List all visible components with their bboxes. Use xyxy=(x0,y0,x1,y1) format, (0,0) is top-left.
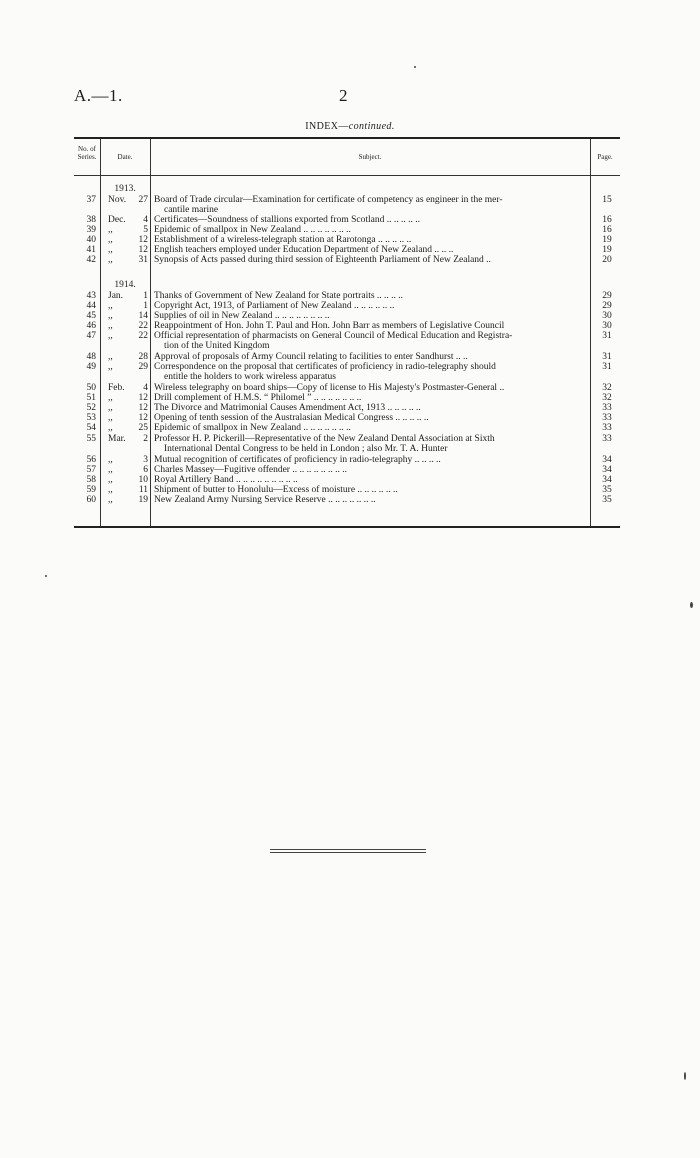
series-number: 45 xyxy=(86,311,96,321)
series-number: 51 xyxy=(86,393,96,403)
column-header-date: Date. xyxy=(117,153,133,161)
series-number: 48 xyxy=(86,352,96,362)
index-title-main: INDEX— xyxy=(305,121,349,132)
date-day: 12 xyxy=(138,393,148,403)
page-ref: 33 xyxy=(602,403,612,413)
subject-continuation: entitle the holders to work wireless apparatus xyxy=(164,372,337,382)
subject-text: Thanks of Government of New Zealand for State portraits .. .. .. .. xyxy=(154,291,404,301)
date-day: 11 xyxy=(138,485,148,495)
date-month: ,, xyxy=(108,235,113,245)
date-day: 28 xyxy=(138,352,148,362)
page-ref: 32 xyxy=(602,383,612,393)
subject-text: Synopsis of Acts passed during third session of Eighteenth Parliament of New Zealand .. xyxy=(154,255,491,265)
date-day: 25 xyxy=(138,423,148,433)
date-day: 19 xyxy=(138,495,148,505)
date-month: ,, xyxy=(108,495,113,505)
subject-text: Board of Trade circular—Examination for certificate of competency as engineer in the mer- xyxy=(154,195,503,205)
series-number: 59 xyxy=(86,485,96,495)
subject-text: The Divorce and Matrimonial Causes Amendment Act, 1913 .. .. .. .. .. xyxy=(154,403,421,413)
date-day: 1 xyxy=(143,301,148,311)
page-ref: 31 xyxy=(602,331,612,341)
date-day: 31 xyxy=(138,255,148,265)
column-header-subject: Subject. xyxy=(358,153,382,161)
date-month: ,, xyxy=(108,321,113,331)
series-code: A.—1. xyxy=(74,86,123,105)
page-ref: 35 xyxy=(602,495,612,505)
date-month: ,, xyxy=(108,465,113,475)
subject-text: Establishment of a wireless-telegraph station at Rarotonga .. .. .. .. .. xyxy=(154,235,412,245)
paper-speck xyxy=(684,1072,686,1080)
page-ref: 33 xyxy=(602,413,612,423)
subject-text: New Zealand Army Nursing Service Reserve .. .. .. .. .. .. .. xyxy=(154,495,376,505)
series-number: 52 xyxy=(86,403,96,413)
series-number: 42 xyxy=(86,255,96,265)
date-day: 12 xyxy=(138,235,148,245)
date-month: Nov. xyxy=(108,195,127,205)
index-title xyxy=(0,121,700,132)
date-day: 3 xyxy=(143,455,148,465)
page-ref: 32 xyxy=(602,393,612,403)
series-number: 47 xyxy=(86,331,96,341)
date-month: ,, xyxy=(108,455,113,465)
date-month: ,, xyxy=(108,423,113,433)
page-ref: 34 xyxy=(602,475,612,485)
date-day: 12 xyxy=(138,245,148,255)
year-label: 1914. xyxy=(114,280,136,290)
paper-speck xyxy=(414,66,416,68)
paper-speck xyxy=(690,602,693,608)
date-day: 4 xyxy=(143,383,148,393)
date-month: Feb. xyxy=(108,383,125,393)
subject-text: Certificates—Soundness of stallions exported from Scotland .. .. .. .. .. xyxy=(154,215,420,225)
page-ref: 34 xyxy=(602,465,612,475)
date-month: ,, xyxy=(108,475,113,485)
page-ref: 30 xyxy=(602,311,612,321)
date-day: 22 xyxy=(138,331,148,341)
subject-text: Epidemic of smallpox in New Zealand .. .. .. .. .. .. .. xyxy=(154,423,351,433)
column-header-no: No. of Series. xyxy=(77,145,97,161)
series-number: 43 xyxy=(86,291,96,301)
subject-continuation: International Dental Congress to be held in London ; also Mr. T. A. Hunter xyxy=(164,444,448,454)
date-day: 14 xyxy=(138,311,148,321)
index-title-italic: continued. xyxy=(348,121,395,132)
date-day: 4 xyxy=(143,215,148,225)
series-number: 53 xyxy=(86,413,96,423)
subject-text: Copyright Act, 1913, of Parliament of New Zealand .. .. .. .. .. .. xyxy=(154,301,395,311)
date-month: ,, xyxy=(108,352,113,362)
page-ref: 34 xyxy=(602,455,612,465)
subject-text: Official representation of pharmacists on General Council of Medical Education and Registra- xyxy=(154,331,513,341)
series-number: 50 xyxy=(86,383,96,393)
subject-text: Mutual recognition of certificates of proficiency in radio-telegraphy .. .. .. .. xyxy=(154,455,441,465)
date-month: ,, xyxy=(108,393,113,403)
subject-text: Royal Artillery Band .. .. .. .. .. .. .. .. .. xyxy=(154,475,298,485)
subject-text: Charles Massey—Fugitive offender .. .. .. .. .. .. .. .. xyxy=(154,465,347,475)
date-month: Mar. xyxy=(108,434,126,444)
page-ref: 33 xyxy=(602,434,612,444)
series-number: 41 xyxy=(86,245,96,255)
series-number: 37 xyxy=(86,195,96,205)
date-month: Jan. xyxy=(108,291,124,301)
date-day: 6 xyxy=(143,465,148,475)
subject-text: Reappointment of Hon. John T. Paul and Hon. John Barr as members of Legislative Council xyxy=(154,321,505,331)
paper-speck xyxy=(45,575,47,577)
page-ref: 15 xyxy=(602,195,612,205)
subject-text: Supplies of oil in New Zealand .. .. .. .. .. .. .. .. xyxy=(154,311,330,321)
series-number: 46 xyxy=(86,321,96,331)
column-divider xyxy=(150,139,151,526)
column-header-page: Page. xyxy=(597,153,613,161)
date-month: ,, xyxy=(108,331,113,341)
closing-rule xyxy=(270,852,426,853)
date-day: 22 xyxy=(138,321,148,331)
date-day: 5 xyxy=(143,225,148,235)
series-number: 56 xyxy=(86,455,96,465)
date-month: ,, xyxy=(108,362,113,372)
page-ref: 16 xyxy=(602,225,612,235)
subject-text: Correspondence on the proposal that certificates of proficiency in radio-telegraphy should xyxy=(154,362,496,372)
date-day: 29 xyxy=(138,362,148,372)
page-ref: 19 xyxy=(602,245,612,255)
series-number: 57 xyxy=(86,465,96,475)
date-day: 12 xyxy=(138,403,148,413)
subject-text: Epidemic of smallpox in New Zealand .. .. .. .. .. .. .. xyxy=(154,225,351,235)
page-ref: 31 xyxy=(602,362,612,372)
page-number: 2 xyxy=(339,86,348,105)
subject-text: English teachers employed under Education Department of New Zealand .. .. .. xyxy=(154,245,454,255)
subject-text: Drill complement of H.M.S. “ Philomel ” .. .. .. .. .. .. .. xyxy=(154,393,362,403)
page-ref: 29 xyxy=(602,301,612,311)
column-divider xyxy=(590,139,591,526)
page-ref: 31 xyxy=(602,352,612,362)
series-number: 58 xyxy=(86,475,96,485)
date-month: ,, xyxy=(108,413,113,423)
series-number: 55 xyxy=(86,434,96,444)
date-month: ,, xyxy=(108,245,113,255)
series-number: 54 xyxy=(86,423,96,433)
date-month: ,, xyxy=(108,403,113,413)
subject-text: Wireless telegraphy on board ships—Copy of license to His Majesty's Postmaster-General .. xyxy=(154,383,505,393)
subject-text: Professor H. P. Pickerill—Representative of the New Zealand Dental Association at Sixth xyxy=(154,434,495,444)
date-day: 1 xyxy=(143,291,148,301)
date-day: 10 xyxy=(138,475,148,485)
page-ref: 19 xyxy=(602,235,612,245)
year-label: 1913. xyxy=(114,184,136,194)
series-number: 38 xyxy=(86,215,96,225)
series-number: 39 xyxy=(86,225,96,235)
page-ref: 16 xyxy=(602,215,612,225)
series-number: 60 xyxy=(86,495,96,505)
date-month: ,, xyxy=(108,311,113,321)
subject-continuation: tion of the United Kingdom xyxy=(164,341,270,351)
subject-text: Approval of proposals of Army Council relating to facilities to enter Sandhurst .. .. xyxy=(154,352,468,362)
date-month: ,, xyxy=(108,485,113,495)
series-number: 40 xyxy=(86,235,96,245)
series-number: 44 xyxy=(86,301,96,311)
date-day: 12 xyxy=(138,413,148,423)
date-day: 27 xyxy=(138,195,148,205)
header-divider xyxy=(74,175,620,176)
date-month: ,, xyxy=(108,255,113,265)
date-month: ,, xyxy=(108,301,113,311)
index-table xyxy=(74,137,620,528)
page-ref: 35 xyxy=(602,485,612,495)
series-number: 49 xyxy=(86,362,96,372)
column-divider xyxy=(100,139,101,526)
page-ref: 29 xyxy=(602,291,612,301)
subject-continuation: cantile marine xyxy=(164,205,219,215)
page-ref: 33 xyxy=(602,423,612,433)
page-ref: 20 xyxy=(602,255,612,265)
date-day: 2 xyxy=(143,434,148,444)
date-month: ,, xyxy=(108,225,113,235)
subject-text: Opening of tenth session of the Australasian Medical Congress .. .. .. .. .. xyxy=(154,413,429,423)
date-month: Dec. xyxy=(108,215,126,225)
subject-text: Shipment of butter to Honolulu—Excess of moisture .. .. .. .. .. .. xyxy=(154,485,398,495)
closing-rule xyxy=(270,849,426,850)
page-ref: 30 xyxy=(602,321,612,331)
